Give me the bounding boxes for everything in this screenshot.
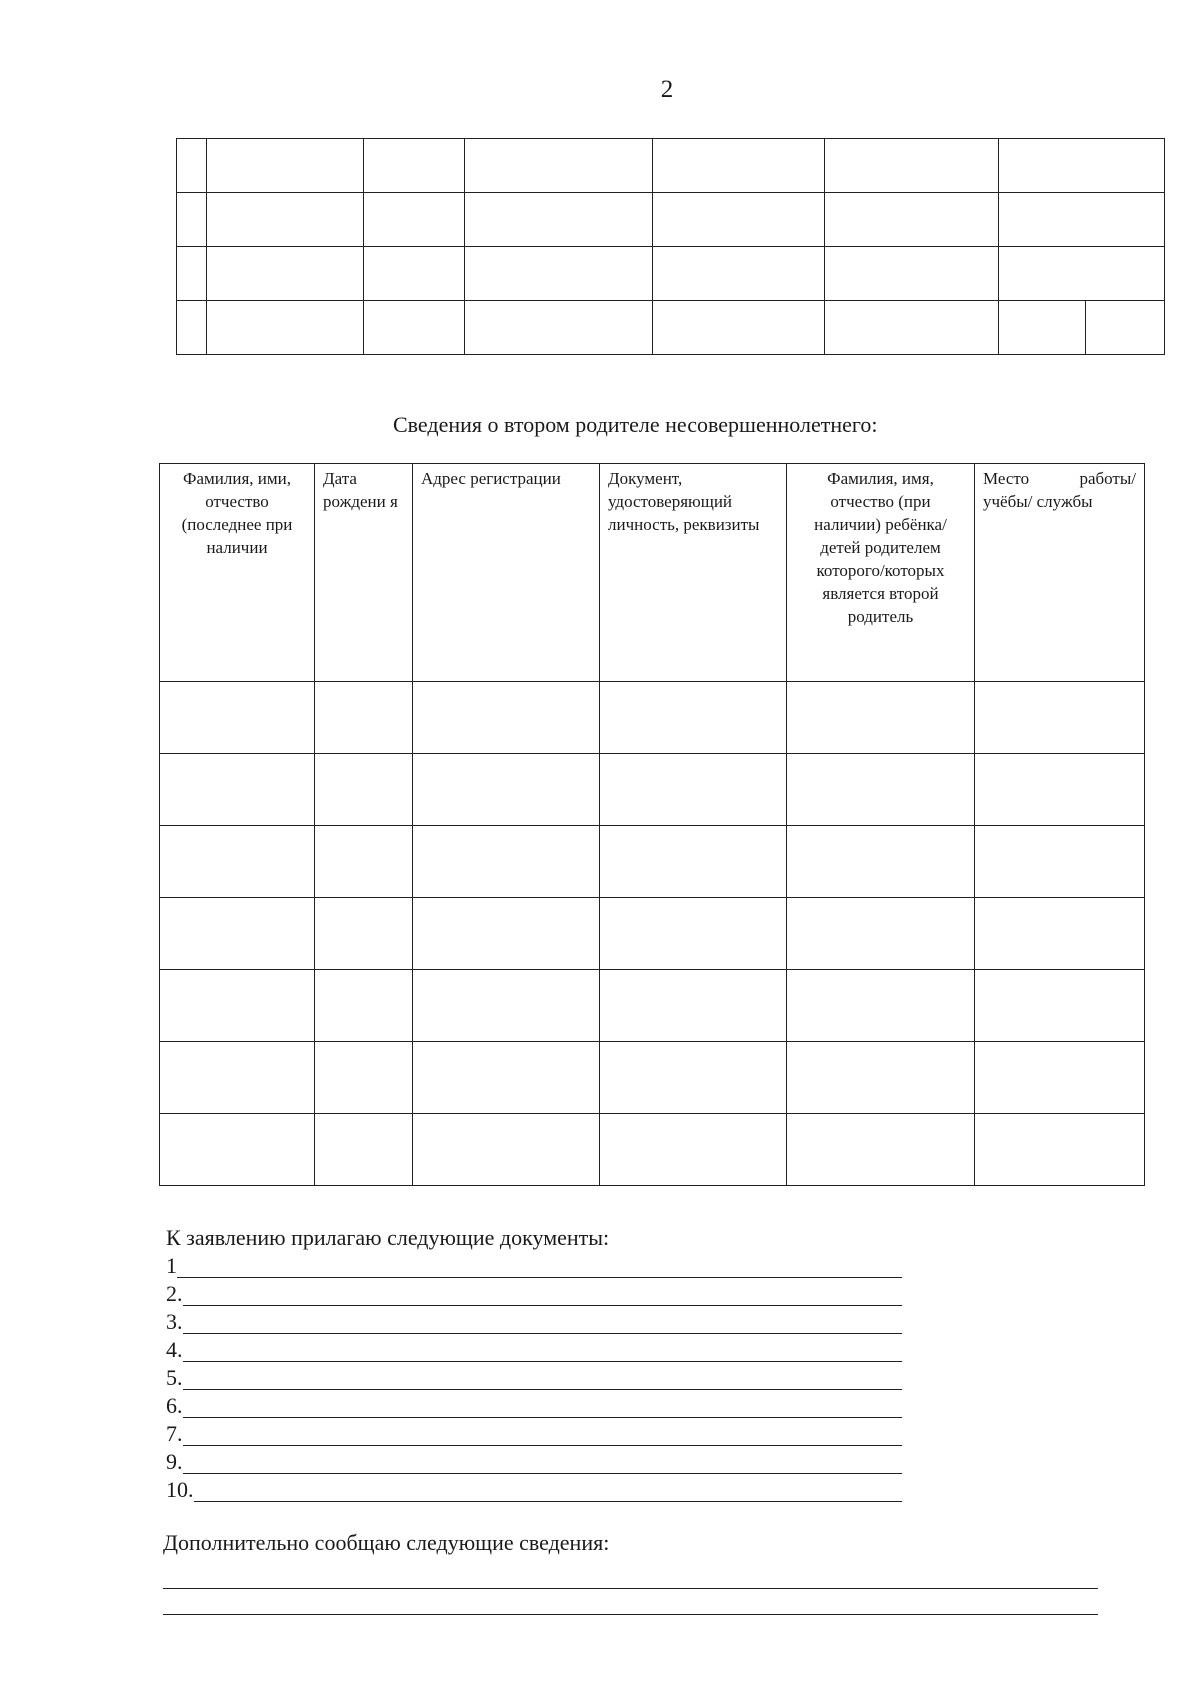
table-cell[interactable] — [364, 301, 465, 355]
table-cell[interactable] — [999, 193, 1165, 247]
attachment-blank-line[interactable] — [183, 1285, 902, 1306]
table-cell[interactable] — [465, 139, 653, 193]
table-row — [177, 301, 1165, 355]
table-cell[interactable] — [600, 1114, 787, 1186]
header-registration-address: Адрес регистрации — [413, 464, 600, 682]
table-cell[interactable] — [315, 826, 413, 898]
attachment-blank-line[interactable] — [183, 1341, 902, 1362]
table-row — [160, 754, 1145, 826]
table-cell[interactable] — [975, 754, 1145, 826]
table-cell[interactable] — [787, 970, 975, 1042]
table-cell[interactable] — [364, 139, 465, 193]
additional-info-line[interactable] — [163, 1614, 1098, 1615]
table-cell[interactable] — [177, 247, 207, 301]
table-cell[interactable] — [825, 139, 999, 193]
table-cell[interactable] — [364, 193, 465, 247]
header-workplace-line1: Место работы/ — [983, 469, 1136, 488]
table-cell[interactable] — [160, 682, 315, 754]
additional-info-heading: Дополнительно сообщаю следующие сведения: — [163, 1530, 610, 1555]
table-cell[interactable] — [787, 1114, 975, 1186]
table-cell[interactable] — [413, 898, 600, 970]
table-cell[interactable] — [160, 898, 315, 970]
list-item — [166, 1334, 902, 1362]
header-child-name: Фамилия, имя, отчество (при наличии) ребёнка/ детей родителем которого/которых является второй родитель — [787, 464, 975, 682]
table-cell[interactable] — [160, 1042, 315, 1114]
list-item — [166, 1390, 902, 1418]
attachments-heading: К заявлению прилагаю следующие документы: — [166, 1225, 610, 1250]
table-cell[interactable] — [364, 247, 465, 301]
attachment-number: 9. — [166, 1449, 183, 1474]
attachment-number: 10. — [166, 1477, 194, 1502]
table-cell[interactable] — [787, 898, 975, 970]
table-cell[interactable] — [787, 754, 975, 826]
table-row — [177, 193, 1165, 247]
table-cell[interactable] — [413, 1042, 600, 1114]
table-cell[interactable] — [413, 754, 600, 826]
table-cell[interactable] — [975, 898, 1145, 970]
table-cell[interactable] — [465, 193, 653, 247]
table-cell[interactable] — [315, 1042, 413, 1114]
table-cell[interactable] — [207, 301, 364, 355]
page-number: 2 — [660, 76, 674, 103]
header-full-name: Фамилия, ими, отчество (последнее при наличии — [160, 464, 315, 682]
table-cell[interactable] — [207, 139, 364, 193]
table-row — [160, 898, 1145, 970]
table-cell[interactable] — [413, 1114, 600, 1186]
attachment-number: 2. — [166, 1281, 183, 1306]
table-cell[interactable] — [825, 301, 999, 355]
header-workplace-line2: учёбы/ службы — [983, 492, 1093, 511]
table-cell[interactable] — [600, 826, 787, 898]
list-item — [166, 1446, 902, 1474]
table-cell[interactable] — [1086, 301, 1165, 355]
table-row — [160, 682, 1145, 754]
table-cell[interactable] — [600, 682, 787, 754]
list-item — [166, 1362, 902, 1390]
table-cell[interactable] — [413, 970, 600, 1042]
table-cell[interactable] — [653, 193, 825, 247]
attachment-number: 6. — [166, 1393, 183, 1418]
second-parent-table — [159, 463, 1145, 1186]
table-cell[interactable] — [413, 682, 600, 754]
table-cell[interactable] — [315, 1114, 413, 1186]
table-row — [160, 970, 1145, 1042]
table-row — [177, 139, 1165, 193]
attachment-blank-line[interactable] — [183, 1453, 902, 1474]
table-cell[interactable] — [177, 301, 207, 355]
table-cell[interactable] — [975, 1114, 1145, 1186]
table-cell[interactable] — [315, 898, 413, 970]
list-item — [166, 1306, 902, 1334]
table-cell[interactable] — [315, 754, 413, 826]
table-cell[interactable] — [465, 301, 653, 355]
table-cell[interactable] — [207, 247, 364, 301]
table-cell[interactable] — [600, 754, 787, 826]
header-identity-document: Документ, удостоверяющий личность, реквизиты — [600, 464, 787, 682]
table-cell[interactable] — [315, 970, 413, 1042]
list-item — [166, 1474, 902, 1502]
table-cell[interactable] — [653, 247, 825, 301]
second-parent-title: Сведения о втором родителе несовершеннолетнего: — [393, 412, 878, 437]
table-row — [177, 247, 1165, 301]
table-cell[interactable] — [600, 970, 787, 1042]
table-cell[interactable] — [177, 193, 207, 247]
attachment-number: 3. — [166, 1309, 183, 1334]
table-cell[interactable] — [999, 301, 1086, 355]
attachment-number: 1 — [166, 1253, 177, 1278]
attachment-blank-line[interactable] — [183, 1397, 902, 1418]
list-item — [166, 1250, 902, 1278]
table-row — [160, 1114, 1145, 1186]
table-cell[interactable] — [600, 1042, 787, 1114]
attachment-number: 5. — [166, 1365, 183, 1390]
attachment-number: 7. — [166, 1421, 183, 1446]
table-cell[interactable] — [315, 682, 413, 754]
table-cell[interactable] — [160, 970, 315, 1042]
table-cell[interactable] — [160, 826, 315, 898]
table-cell[interactable] — [975, 826, 1145, 898]
attachment-blank-line[interactable] — [183, 1313, 902, 1334]
table-cell[interactable] — [653, 139, 825, 193]
table-cell[interactable] — [825, 193, 999, 247]
attachment-blank-line[interactable] — [194, 1481, 902, 1502]
table-cell[interactable] — [975, 970, 1145, 1042]
attachment-blank-line[interactable] — [183, 1369, 902, 1390]
additional-info-line[interactable] — [163, 1588, 1098, 1589]
header-birth-date: Дата рождени я — [315, 464, 413, 682]
table-cell[interactable] — [787, 826, 975, 898]
table-cell[interactable] — [160, 754, 315, 826]
table-cell[interactable] — [787, 1042, 975, 1114]
table-cell[interactable] — [975, 1042, 1145, 1114]
table-cell[interactable] — [177, 139, 207, 193]
header-workplace — [975, 464, 1145, 682]
attachment-blank-line[interactable] — [183, 1425, 902, 1446]
list-item — [166, 1278, 902, 1306]
table-cell[interactable] — [999, 139, 1165, 193]
top-table — [176, 138, 1165, 355]
table-row — [160, 1042, 1145, 1114]
table-header-row — [160, 464, 1145, 682]
table-cell[interactable] — [413, 826, 600, 898]
table-cell[interactable] — [999, 247, 1165, 301]
table-cell[interactable] — [787, 682, 975, 754]
table-cell[interactable] — [465, 247, 653, 301]
list-item — [166, 1418, 902, 1446]
attachment-blank-line[interactable] — [177, 1257, 902, 1278]
table-cell[interactable] — [160, 1114, 315, 1186]
table-cell[interactable] — [975, 682, 1145, 754]
table-cell[interactable] — [653, 301, 825, 355]
table-cell[interactable] — [600, 898, 787, 970]
table-cell[interactable] — [825, 247, 999, 301]
table-row — [160, 826, 1145, 898]
attachment-number: 4. — [166, 1337, 183, 1362]
attachments-list — [166, 1250, 902, 1502]
table-cell[interactable] — [207, 193, 364, 247]
